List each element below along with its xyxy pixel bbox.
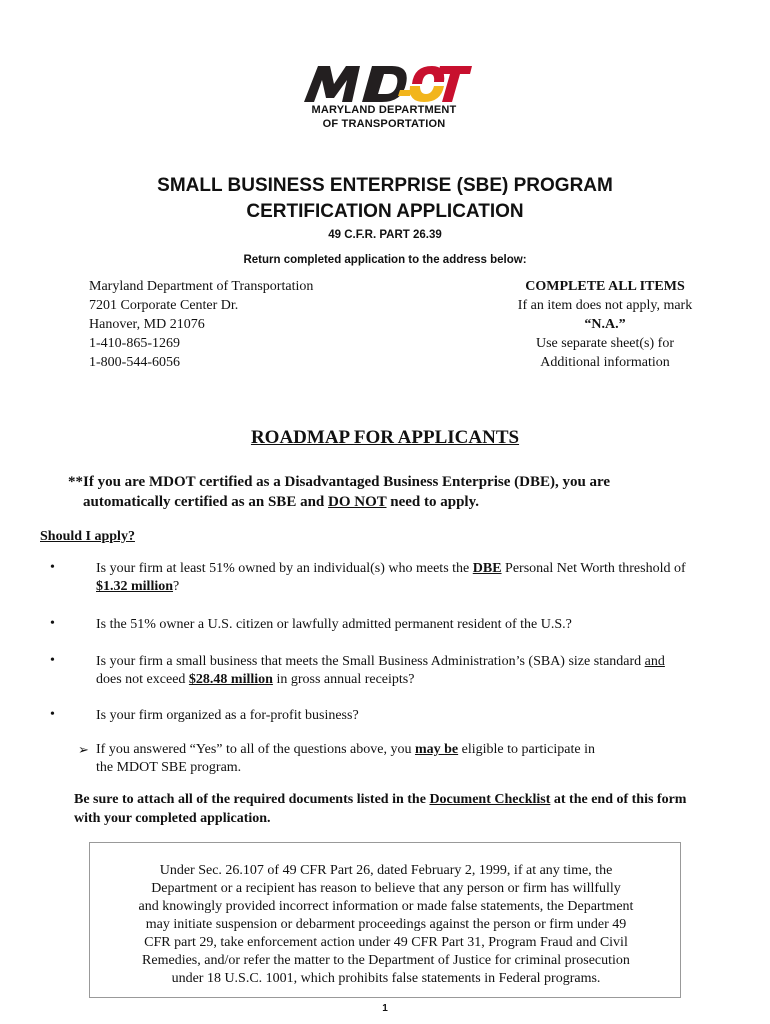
notice-text: automatically certified as an SBE and xyxy=(83,494,329,510)
arrow-bullet-icon: ➢ xyxy=(78,742,89,757)
q1-amount: $1.32 million xyxy=(96,579,174,594)
q1-text: Personal Net Worth threshold of xyxy=(501,561,686,576)
instructions-heading: COMPLETE ALL ITEMS xyxy=(525,279,685,294)
logo-line-1: MARYLAND DEPARTMENT xyxy=(311,104,457,116)
notice-emphasis: DO NOT xyxy=(328,494,387,510)
mdot-logo xyxy=(300,62,475,134)
attach-text: with your completed application. xyxy=(74,811,271,826)
instructions-na: “N.A.” xyxy=(584,317,626,332)
phone-line: 1-800-544-6056 xyxy=(89,355,180,370)
should-apply-heading: Should I apply? xyxy=(40,529,135,544)
q1-dbe: DBE xyxy=(472,561,502,576)
attach-text: Be sure to attach all of the required documents listed in the xyxy=(74,792,430,807)
instructions-line: Use separate sheet(s) for xyxy=(536,336,674,351)
q3-text: Is your firm a small business that meets the Small Business Administration’s (SBA) size standard xyxy=(96,654,645,669)
question-2: Is the 51% owner a U.S. citizen or lawfully admitted permanent resident of the U.S.? xyxy=(96,617,572,632)
question-3 xyxy=(96,653,746,689)
q1-text: ? xyxy=(173,579,180,594)
logo-line-2: OF TRANSPORTATION xyxy=(322,118,446,130)
legal-line: and knowingly provided incorrect information or made false statements, the Department xyxy=(138,899,634,914)
title-line-1: SMALL BUSINESS ENTERPRISE (SBE) PROGRAM xyxy=(157,175,613,196)
legal-line: under 18 U.S.C. 1001, which prohibits false statements in Federal programs. xyxy=(171,971,601,986)
eligibility-text: the MDOT SBE program. xyxy=(96,760,242,775)
title-line-2: CERTIFICATION APPLICATION xyxy=(246,201,524,222)
bullet-icon: • xyxy=(50,560,55,575)
document-checklist-link[interactable]: Document Checklist xyxy=(429,792,551,807)
instructions-line: Additional information xyxy=(540,355,670,370)
page-number: 1 xyxy=(382,1003,388,1014)
eligibility-emphasis: may be xyxy=(414,742,459,757)
q3-text: in gross annual receipts? xyxy=(272,672,415,687)
q3-text: does not exceed xyxy=(96,672,189,687)
address-line: Hanover, MD 21076 xyxy=(89,317,205,332)
legal-line: Department or a recipient has reason to believe that any person or firm has willfully xyxy=(151,881,621,896)
dbe-notice-line-1: **If you are MDOT certified as a Disadvantaged Business Enterprise (DBE), you are xyxy=(68,474,611,490)
dbe-notice-line-2 xyxy=(68,492,708,512)
legal-line: Under Sec. 26.107 of 49 CFR Part 26, dated February 2, 1999, if at any time, the xyxy=(159,863,613,878)
dbe-notice xyxy=(68,472,708,512)
question-1 xyxy=(96,560,746,596)
q1-text: Is your firm at least 51% owned by an individual(s) who meets the xyxy=(96,561,473,576)
attach-text: at the end of this form xyxy=(550,792,687,807)
legal-line: Remedies, and/or refer the matter to the Department of Justice for criminal prosecution xyxy=(142,953,630,968)
instructions-line: If an item does not apply, mark xyxy=(517,298,693,313)
address-line: 7201 Corporate Center Dr. xyxy=(89,298,239,313)
legal-notice-box xyxy=(89,842,681,998)
legal-line: may initiate suspension or debarment proceedings against the person or firm under 49 xyxy=(145,917,627,932)
bullet-icon: • xyxy=(50,616,55,631)
eligibility-text: If you answered “Yes” to all of the questions above, you xyxy=(96,742,415,757)
notice-text: need to apply. xyxy=(386,494,480,510)
q3-amount: $28.48 million xyxy=(188,672,273,687)
bullet-icon: • xyxy=(50,653,55,668)
cfr-reference: 49 C.F.R. PART 26.39 xyxy=(328,229,442,241)
attach-note xyxy=(74,790,754,828)
mdot-wordmark-icon xyxy=(300,62,475,104)
eligibility-note xyxy=(96,741,746,777)
instructions-block xyxy=(490,277,720,372)
roadmap-title: ROADMAP FOR APPLICANTS xyxy=(250,427,520,448)
q3-and: and xyxy=(644,654,665,669)
return-note: Return completed application to the address below: xyxy=(243,254,527,266)
address-line: Maryland Department of Transportation xyxy=(89,279,314,294)
phone-line: 1-410-865-1269 xyxy=(89,336,180,351)
bullet-icon: • xyxy=(50,707,55,722)
mailing-address xyxy=(89,277,313,372)
eligibility-text: eligible to participate in xyxy=(458,742,595,757)
legal-line: CFR part 29, take enforcement action under 49 CFR Part 31, Program Fraud and Civil xyxy=(144,935,628,950)
question-4: Is your firm organized as a for-profit business? xyxy=(96,708,359,723)
